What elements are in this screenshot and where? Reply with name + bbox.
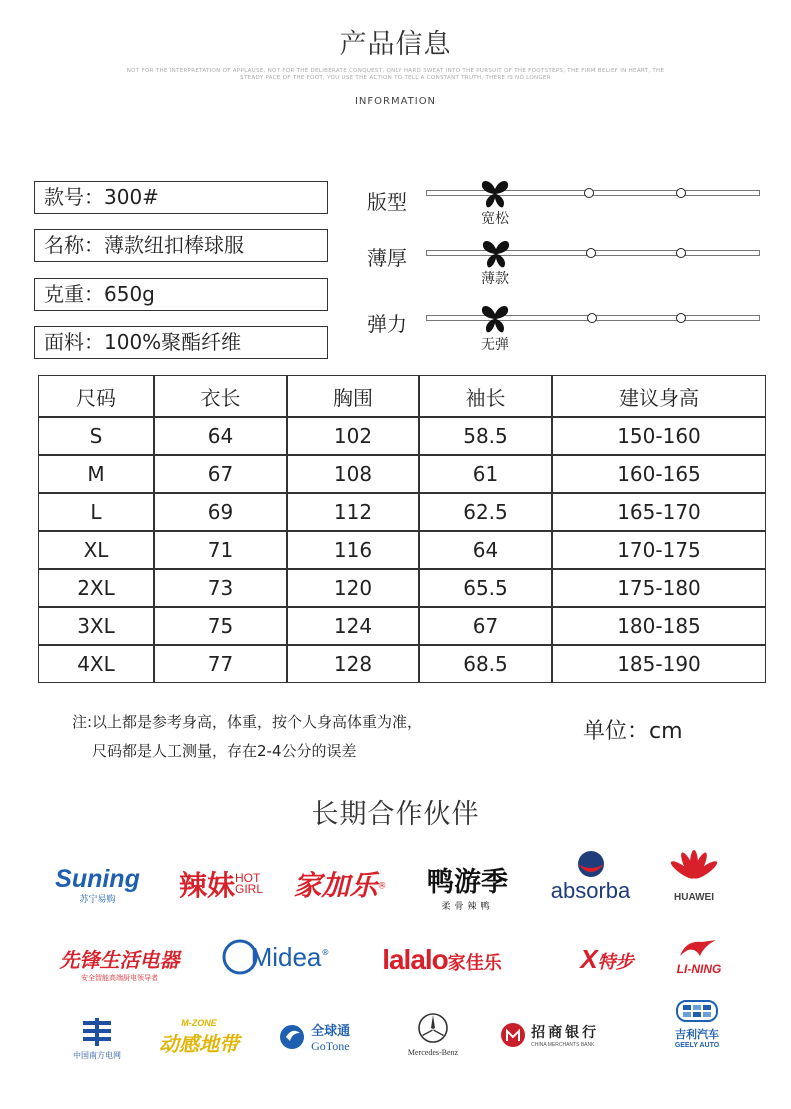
logo-text: 中国南方电网 xyxy=(73,1051,121,1060)
table-row xyxy=(38,417,766,455)
butterfly-marker-icon xyxy=(481,179,509,209)
table-cell: 58.5 xyxy=(419,417,552,455)
table-row xyxy=(38,569,766,607)
table-row xyxy=(38,645,766,683)
logo-text: Mercedes-Benz xyxy=(407,1048,459,1057)
logo-text: absorba xyxy=(550,878,631,903)
table-cell: 128 xyxy=(287,645,419,683)
table-cell: 64 xyxy=(154,417,287,455)
li-ning-logo xyxy=(664,938,734,976)
mercedes-logo xyxy=(398,1012,468,1057)
table-cell: 68.5 xyxy=(419,645,552,683)
table-cell: L xyxy=(38,493,154,531)
note-line-2: 尺码都是人工测量，存在2-4公分的误差 xyxy=(92,742,357,760)
csg-logo xyxy=(64,1018,130,1061)
info-box-name xyxy=(34,229,328,262)
logo-subtext: GEELY AUTO xyxy=(674,1042,720,1049)
table-cell: 73 xyxy=(154,569,287,607)
info-value: 300# xyxy=(104,185,159,209)
logo-text: 招商银行 xyxy=(531,1025,600,1041)
page-subtitle: INFORMATION xyxy=(354,96,437,107)
logo-subtext: HOT GIRL xyxy=(235,871,264,896)
logo-subtext: 安全智能高端厨电领导者 xyxy=(81,974,158,982)
yayouji-logo xyxy=(415,860,520,912)
table-header-cell: 尺码 xyxy=(38,375,154,417)
info-box-weight xyxy=(34,278,328,311)
table-header-cell: 衣长 xyxy=(154,375,287,417)
info-label: 款号： xyxy=(44,185,104,209)
table-header-cell: 袖长 xyxy=(419,375,552,417)
fit-scale-label: 薄厚 xyxy=(367,246,407,270)
m-zone-logo xyxy=(158,1018,240,1057)
table-cell: S xyxy=(38,417,154,455)
hot-girl-logo xyxy=(176,864,264,904)
fit-scale-label: 版型 xyxy=(367,190,407,214)
table-cell: 61 xyxy=(419,455,552,493)
table-cell: 64 xyxy=(419,531,552,569)
suning-logo xyxy=(50,865,145,905)
logo-text: 动感地带 xyxy=(159,1032,239,1056)
huawei-logo xyxy=(663,850,725,903)
table-cell: 77 xyxy=(154,645,287,683)
table-cell: 120 xyxy=(287,569,419,607)
gotone-logo xyxy=(278,1020,368,1054)
table-cell: M xyxy=(38,455,154,493)
table-cell: 160-165 xyxy=(552,455,766,493)
table-cell: 116 xyxy=(287,531,419,569)
geely-shield-icon xyxy=(675,1000,719,1022)
info-value: 650g xyxy=(104,282,155,306)
logo-text: 辣妹 xyxy=(178,869,235,902)
info-value: 薄款纽扣棒球服 xyxy=(104,233,244,257)
butterfly-marker-icon xyxy=(482,239,510,269)
table-row xyxy=(38,455,766,493)
unit-label: 单位：cm xyxy=(583,719,683,744)
xtep-x-icon: X xyxy=(580,944,598,974)
logo-text: LI-NING xyxy=(676,962,722,976)
info-box-style-no xyxy=(34,181,328,214)
fit-scale-value: 无弹 xyxy=(481,337,509,353)
scale-dot xyxy=(584,188,594,198)
table-cell: 75 xyxy=(154,607,287,645)
logo-subtext: M-ZONE xyxy=(181,1018,217,1028)
table-header-cell: 胸围 xyxy=(287,375,419,417)
table-cell: 67 xyxy=(419,607,552,645)
huawei-petals-icon xyxy=(668,850,720,890)
cmb-emblem-icon xyxy=(500,1022,526,1048)
fit-scale-value: 薄款 xyxy=(481,271,509,287)
note-line-1: 注:以上都是参考身高，体重，按个人身高体重为准， xyxy=(72,713,423,731)
table-cell: 65.5 xyxy=(419,569,552,607)
scale-dot xyxy=(676,188,686,198)
logo-text: 先锋生活电器 xyxy=(59,948,180,972)
logo-subtext: ® xyxy=(377,881,387,892)
midea-logo xyxy=(220,938,330,976)
info-label: 名称： xyxy=(44,233,104,257)
info-label: 克重： xyxy=(44,282,104,306)
absorba-logo xyxy=(543,850,638,904)
logo-text: 全球通 xyxy=(311,1024,351,1039)
logo-subtext: 苏宁易购 xyxy=(79,895,116,905)
logo-text: HUAWEI xyxy=(674,892,714,903)
table-row xyxy=(38,493,766,531)
table-cell: 124 xyxy=(287,607,419,645)
logo-text: Suning xyxy=(55,865,140,893)
info-box-fabric xyxy=(34,326,328,359)
li-ning-swoosh-icon xyxy=(676,938,722,960)
table-cell: XL xyxy=(38,531,154,569)
table-cell: 62.5 xyxy=(419,493,552,531)
table-cell: 180-185 xyxy=(552,607,766,645)
header-fine-print: NOT FOR THE INTERPRETATION OF APPLAUSE, NOT FOR THE DELIBERATE CONQUEST, ONLY HARD SWEAT INTO THE PURSUIT OF THE FOOTSTEPS, THE FIRM BELIEF IN HEART, THE STEADY PACE OF THE FOOT, YOU USE THE ACTION TO TELL A CONSTANT TRUTH, THERE IS NO LONGER xyxy=(126,68,665,81)
geely-logo xyxy=(664,1000,730,1049)
jiajiale-logo xyxy=(285,864,395,904)
scale-dot xyxy=(587,313,597,323)
fit-scale-label: 弹力 xyxy=(367,312,407,336)
table-cell: 102 xyxy=(287,417,419,455)
lalalo-logo xyxy=(362,944,522,976)
table-cell: 69 xyxy=(154,493,287,531)
logo-subtext: GoTone xyxy=(311,1039,350,1053)
absorba-globe-icon xyxy=(573,850,609,878)
table-cell: 3XL xyxy=(38,607,154,645)
table-row xyxy=(38,531,766,569)
table-cell: 4XL xyxy=(38,645,154,683)
info-value: 100%聚酯纤维 xyxy=(104,330,242,354)
logo-text: lalalo xyxy=(382,944,448,975)
logo-text: 家加乐 xyxy=(293,869,378,902)
fit-scale-value: 宽松 xyxy=(481,211,509,227)
scale-dot xyxy=(676,313,686,323)
page-title: 产品信息 xyxy=(339,29,452,60)
logo-text: 吉利汽车 xyxy=(675,1028,719,1041)
logo-subtext: ® xyxy=(321,948,330,958)
logo-subtext: CHINA MERCHANTS BANK xyxy=(531,1042,595,1048)
logo-subtext: 柔骨辣鸭 xyxy=(441,902,494,912)
table-row xyxy=(38,607,766,645)
logo-text: 特步 xyxy=(597,952,634,973)
gotone-swirl-icon xyxy=(278,1023,306,1051)
mercedes-star-icon xyxy=(417,1012,449,1044)
table-cell: 71 xyxy=(154,531,287,569)
table-cell: 112 xyxy=(287,493,419,531)
logo-text: 鸭游季 xyxy=(427,867,508,898)
table-cell: 185-190 xyxy=(552,645,766,683)
table-cell: 2XL xyxy=(38,569,154,607)
table-header-row xyxy=(38,375,766,417)
xianfeng-logo xyxy=(52,944,187,983)
cmb-logo xyxy=(500,1022,610,1048)
table-cell: 175-180 xyxy=(552,569,766,607)
scale-dot xyxy=(676,248,686,258)
logo-text: Midea xyxy=(250,941,322,972)
table-cell: 67 xyxy=(154,455,287,493)
xtep-logo xyxy=(566,944,648,975)
table-header-cell: 建议身高 xyxy=(552,375,766,417)
scale-dot xyxy=(586,248,596,258)
info-label: 面料： xyxy=(44,330,104,354)
table-cell: 150-160 xyxy=(552,417,766,455)
csg-emblem-icon xyxy=(79,1018,115,1046)
table-cell: 108 xyxy=(287,455,419,493)
logo-subtext: 家佳乐 xyxy=(447,953,502,974)
size-table xyxy=(38,375,766,683)
butterfly-marker-icon xyxy=(481,304,509,334)
table-cell: 170-175 xyxy=(552,531,766,569)
partners-title: 长期合作伙伴 xyxy=(311,799,480,830)
table-cell: 165-170 xyxy=(552,493,766,531)
